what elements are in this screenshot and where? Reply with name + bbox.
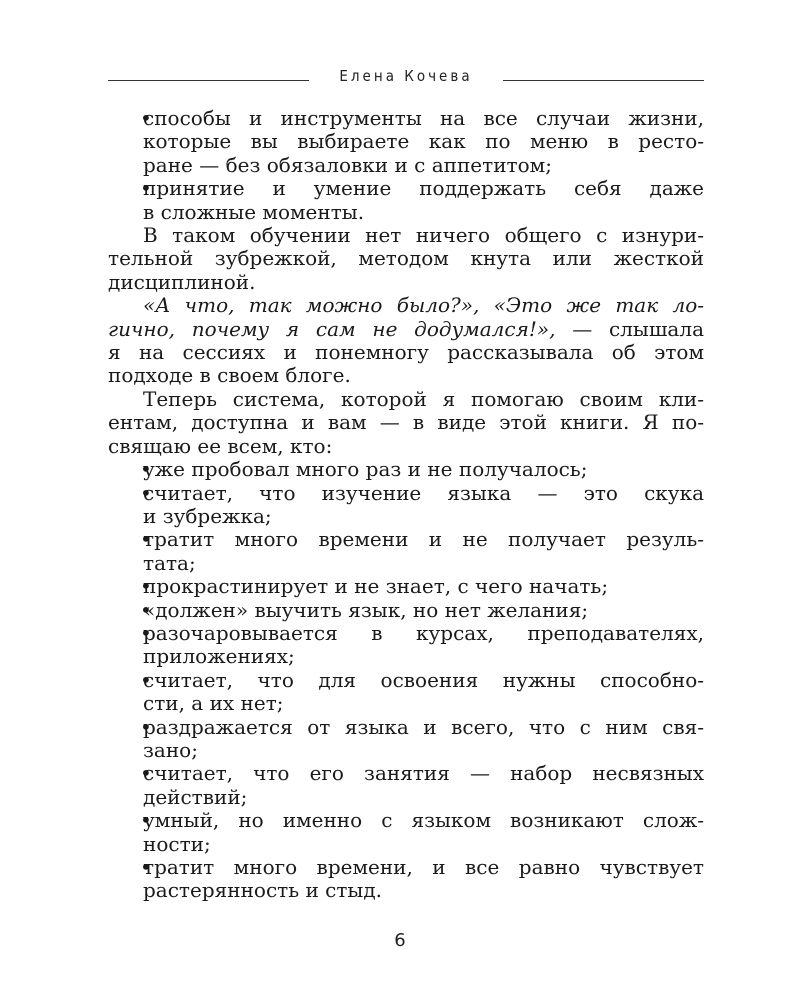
text-line: • тратит много времени и не получает резуль- — [143, 527, 704, 552]
list-item — [108, 528, 704, 575]
text-line — [108, 318, 704, 341]
text-line: и зубрежка; — [143, 503, 272, 528]
text-line: • уже пробовал много раз и не получалось; — [143, 457, 588, 482]
text-line: • способы и инструменты на все случаи жизни, — [143, 106, 704, 130]
text-line: • раздражается от языка и всего, что с ним свя- — [143, 714, 704, 739]
text-line: ентам, доступна и вам — в виде этой книги. Я по- — [108, 410, 704, 435]
text-line: ности; — [143, 831, 211, 856]
text-line: действий; — [143, 784, 248, 809]
text-line: подходе в своем блоге. — [108, 363, 351, 388]
list-item — [108, 856, 704, 903]
list-item — [108, 458, 704, 481]
text-line: которые вы выбираете как по меню в рестo- — [143, 129, 704, 154]
text-line: • разочаровывается в курсах, преподавателях, — [143, 620, 704, 645]
quote-line: «А что, так можно было?», «Это же так ло- — [143, 293, 704, 318]
header-rule-left — [108, 80, 309, 81]
header-author: Елена Кочева — [339, 67, 473, 85]
text-line: растерянность и стыд. — [143, 878, 383, 903]
list-item — [108, 669, 704, 716]
header-rule-right — [503, 80, 704, 81]
paragraph — [108, 388, 704, 458]
list-item — [108, 622, 704, 669]
text-line: тата; — [143, 550, 196, 575]
list-item — [108, 177, 704, 224]
list-item — [108, 762, 704, 809]
text-line: в сложные моменты. — [143, 199, 365, 224]
text-line: • принятие и умение поддержать себя даже — [143, 176, 704, 201]
text-line: • считает, что для освоения нужны способно- — [143, 667, 704, 692]
text-line: тельной зубрежкой, методом кнута или жесткой — [108, 246, 704, 271]
quote-text: гично, почему я сам не додумался!», — [108, 316, 556, 341]
list-item — [108, 482, 704, 529]
text-line: • «должен» выучить язык, но нет желания; — [143, 597, 589, 622]
list-item — [108, 599, 704, 622]
text-line: • считает, что его занятия — набор несвязных — [143, 761, 704, 786]
paragraph-quote — [108, 294, 704, 388]
text-line: Теперь система, которой я помогаю своим кли- — [143, 386, 704, 411]
text-line: свящаю ее всем, кто: — [108, 433, 333, 458]
text-line: я на сессиях и понемногу рассказывала об этом — [108, 340, 704, 365]
text-line: • считает, что изучение языка — это скука — [143, 480, 704, 505]
text-line: • тратит много времени, и все равно чувствует — [143, 855, 704, 879]
list-item — [108, 809, 704, 856]
page-body — [108, 107, 704, 903]
text-line: В таком обучении нет ничего общего с изнури- — [143, 223, 704, 248]
text-line: приложениях; — [143, 644, 295, 669]
running-header — [108, 62, 704, 90]
paragraph — [108, 224, 704, 294]
text-line: • умный, но именно с языком возникают слож- — [143, 808, 704, 833]
list-item — [108, 575, 704, 598]
text-line: зано; — [143, 737, 198, 762]
page-number: 6 — [394, 930, 406, 951]
quote-attribution: — слышала — [555, 316, 704, 341]
text-line: сти, а их нет; — [143, 691, 284, 716]
text-line: дисциплиной. — [108, 269, 256, 294]
text-line: ране — без обязаловки и с аппетитом; — [143, 152, 552, 177]
text-line: • прокрастинирует и не знает, с чего начать; — [143, 574, 609, 599]
list-item — [108, 716, 704, 763]
list-item — [108, 107, 704, 177]
